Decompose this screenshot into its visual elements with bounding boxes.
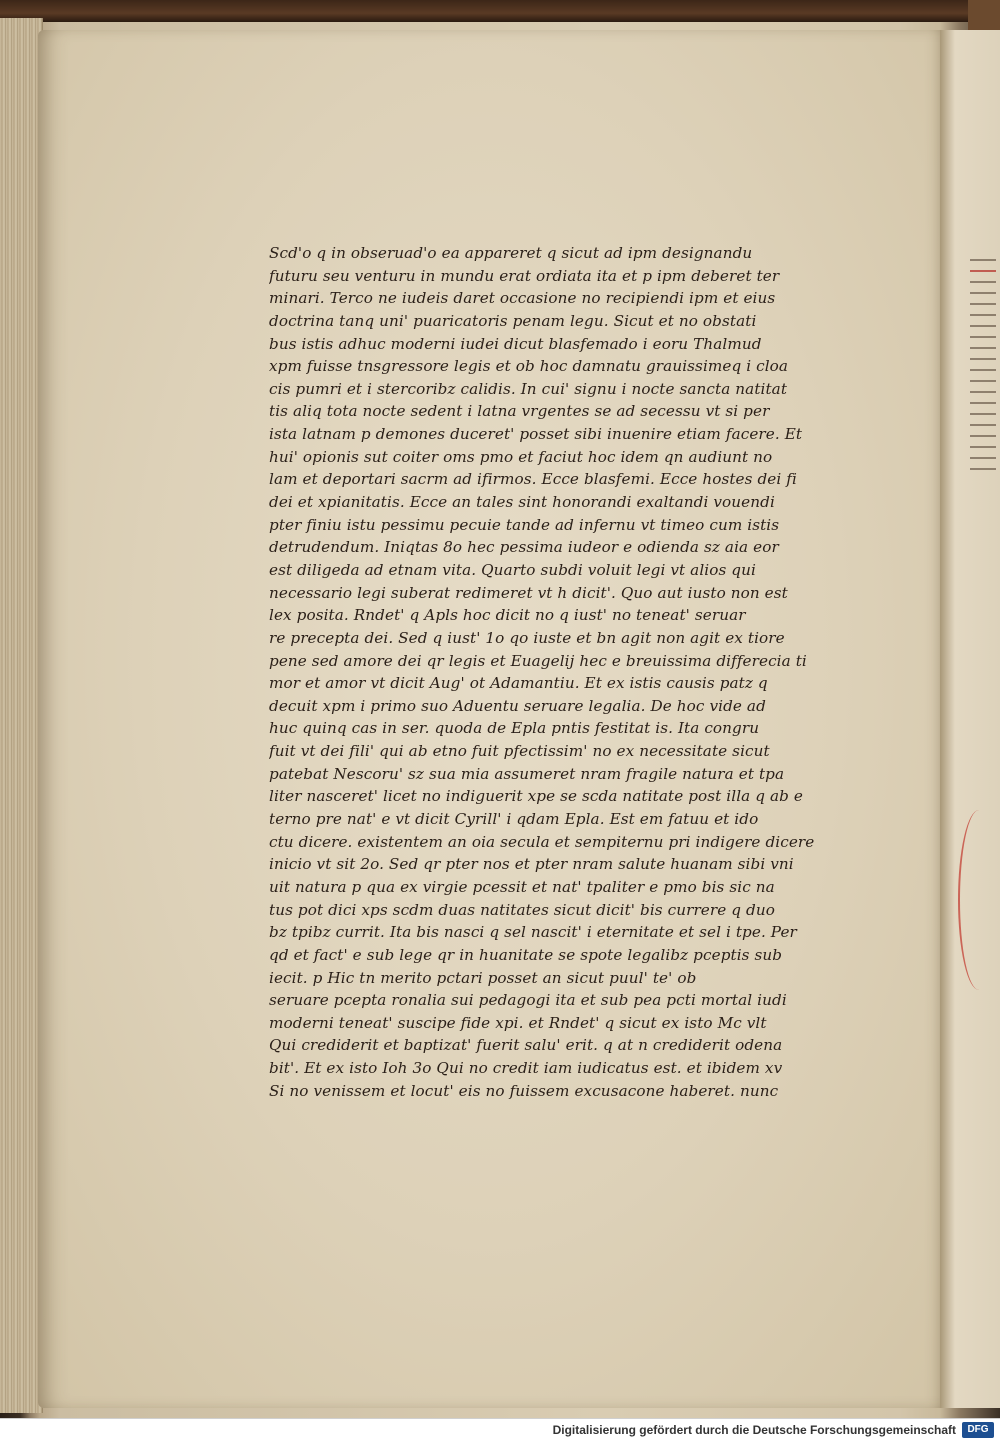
text-line: moderni teneat' suscipe fide xpi. et Rndet' q sicut ex isto Mc vlt [269,1013,767,1032]
dfg-logo: DFG [962,1422,994,1438]
text-line: minari. Terco ne iudeis daret occasione no recipiendi ipm et eius [269,289,776,308]
text-line: tis aliq tota nocte sedent i latna vrgentes se ad secessu vt si per [269,402,770,421]
text-line: re precepta dei. Sed q iust' 1o qo iuste et bn agit non agit ex tiore [269,628,785,647]
footer-bar [0,1418,1000,1442]
text-line: hui' opionis sut coiter oms pmo et faciut hoc idem qn audiunt no [269,447,773,466]
text-line: lam et deportari sacrm ad ifirmos. Ecce blasfemi. Ecce hostes dei fi [269,470,797,489]
text-line: Scd'o q in obseruad'o ea appareret q sicut ad ipm designandu [269,244,753,262]
footer-credit: Digitalisierung gefördert durch die Deutsche Forschungsgemeinschaft [552,1423,956,1437]
text-line: est diligeda ad etnam vita. Quarto subdi voluit legi vt alios qui [269,560,756,579]
text-line: detrudendum. Iniqtas 8o hec pessima iudeor e odienda sz aia eor [269,538,779,557]
text-line: xpm fuisse tnsgressore legis et ob hoc damnatu grauissimeq i cloa [269,357,789,376]
book-board-top [0,0,1000,22]
text-line: futuru seu venturu in mundu erat ordiata ita et p ipm deberet ter [269,266,780,285]
incunable-text-block [269,242,881,1102]
text-line: mor et amor vt dicit Aug' ot Adamantiu. Et ex istis causis patz q [269,674,768,693]
text-line: terno pre nat' e vt dicit Cyrill' i qdam Epla. Est em fatuu et ido [269,810,759,829]
text-line: inicio vt sit 2o. Sed qr pter nos et pter nram salute huanam sibi vni [269,855,794,874]
text-line: bit'. Et ex isto Ioh 3o Qui no credit iam iudicatus est. et ibidem xv [269,1059,783,1078]
text-line: doctrina tanq uni' puaricatoris penam legu. Sicut et no obstati [269,311,757,330]
text-line: seruare pcepta ronalia sui pedagogi ita et sub pea pcti mortal iudi [269,991,787,1010]
text-line: pter finiu istu pessimu pecuie tande ad infernu vt timeo cum istis [269,515,780,534]
text-line: tus pot dici xps scdm duas natitates sicut dicit' bis currere q duo [269,900,775,919]
text-line: ctu dicere. existentem an oia secula et sempiternu pri indigere dicere [269,832,815,851]
text-line: bus istis adhuc moderni iudei dicut blasfemado i eoru Thalmud [269,334,762,353]
text-line: Si no venissem et locut' eis no fuissem excusacone haberet. nunc [269,1081,779,1100]
text-line: bz tpibz currit. Ita bis nasci q sel nascit' i eternitate et sel i tpe. Per [269,923,797,942]
text-line: liter nasceret' licet no indiguerit xpe se scda natitate post illa q ab e [269,787,803,806]
page-edges [0,18,43,1413]
text-line: qd et fact' e sub lege qr in huanitate se spote legalibz pceptis sub [269,945,783,964]
text-line: iecit. p Hic tn merito pctari posset an sicut puul' te' ob [269,968,697,987]
text-line: necessario legi suberat redimeret vt h dicit'. Quo aut iusto non est [269,583,788,602]
text-line: decuit xpm i primo suo Aduentu seruare legalia. De hoc vide ad [269,696,766,715]
text-line: ista latnam p demones duceret' posset sibi inuenire etiam facere. Et [269,425,803,444]
text-line: huc quinq cas in ser. quoda de Epla pntis festitat is. Ita congru [269,719,760,738]
red-ink-mark [958,810,1000,990]
facing-page-edge [940,30,1000,1408]
text-line: uit natura p qua ex virgie pcessit et nat' tpaliter e pmo bis sic na [269,877,775,896]
text-line: Qui crediderit et baptizat' fuerit salu' erit. q at n crediderit odena [269,1036,783,1055]
text-line: pene sed amore dei qr legis et Euagelij hec e breuissima differecia ti [269,651,807,670]
text-line: fuit vt dei fili' qui ab etno fuit pfectissim' no ex necessitate sicut [269,742,770,761]
text-line: patebat Nescoru' sz sua mia assumeret nram fragile natura et tpa [269,764,785,783]
text-line: cis pumri et i stercoribz calidis. In cui' signu i nocte sancta natitat [269,379,788,398]
text-line: dei et xpianitatis. Ecce an tales sint honorandi exaltandi vouendi [269,493,775,512]
text-line: lex posita. Rndet' q Apls hoc dicit no q iust' no teneat' seruar [269,606,746,625]
